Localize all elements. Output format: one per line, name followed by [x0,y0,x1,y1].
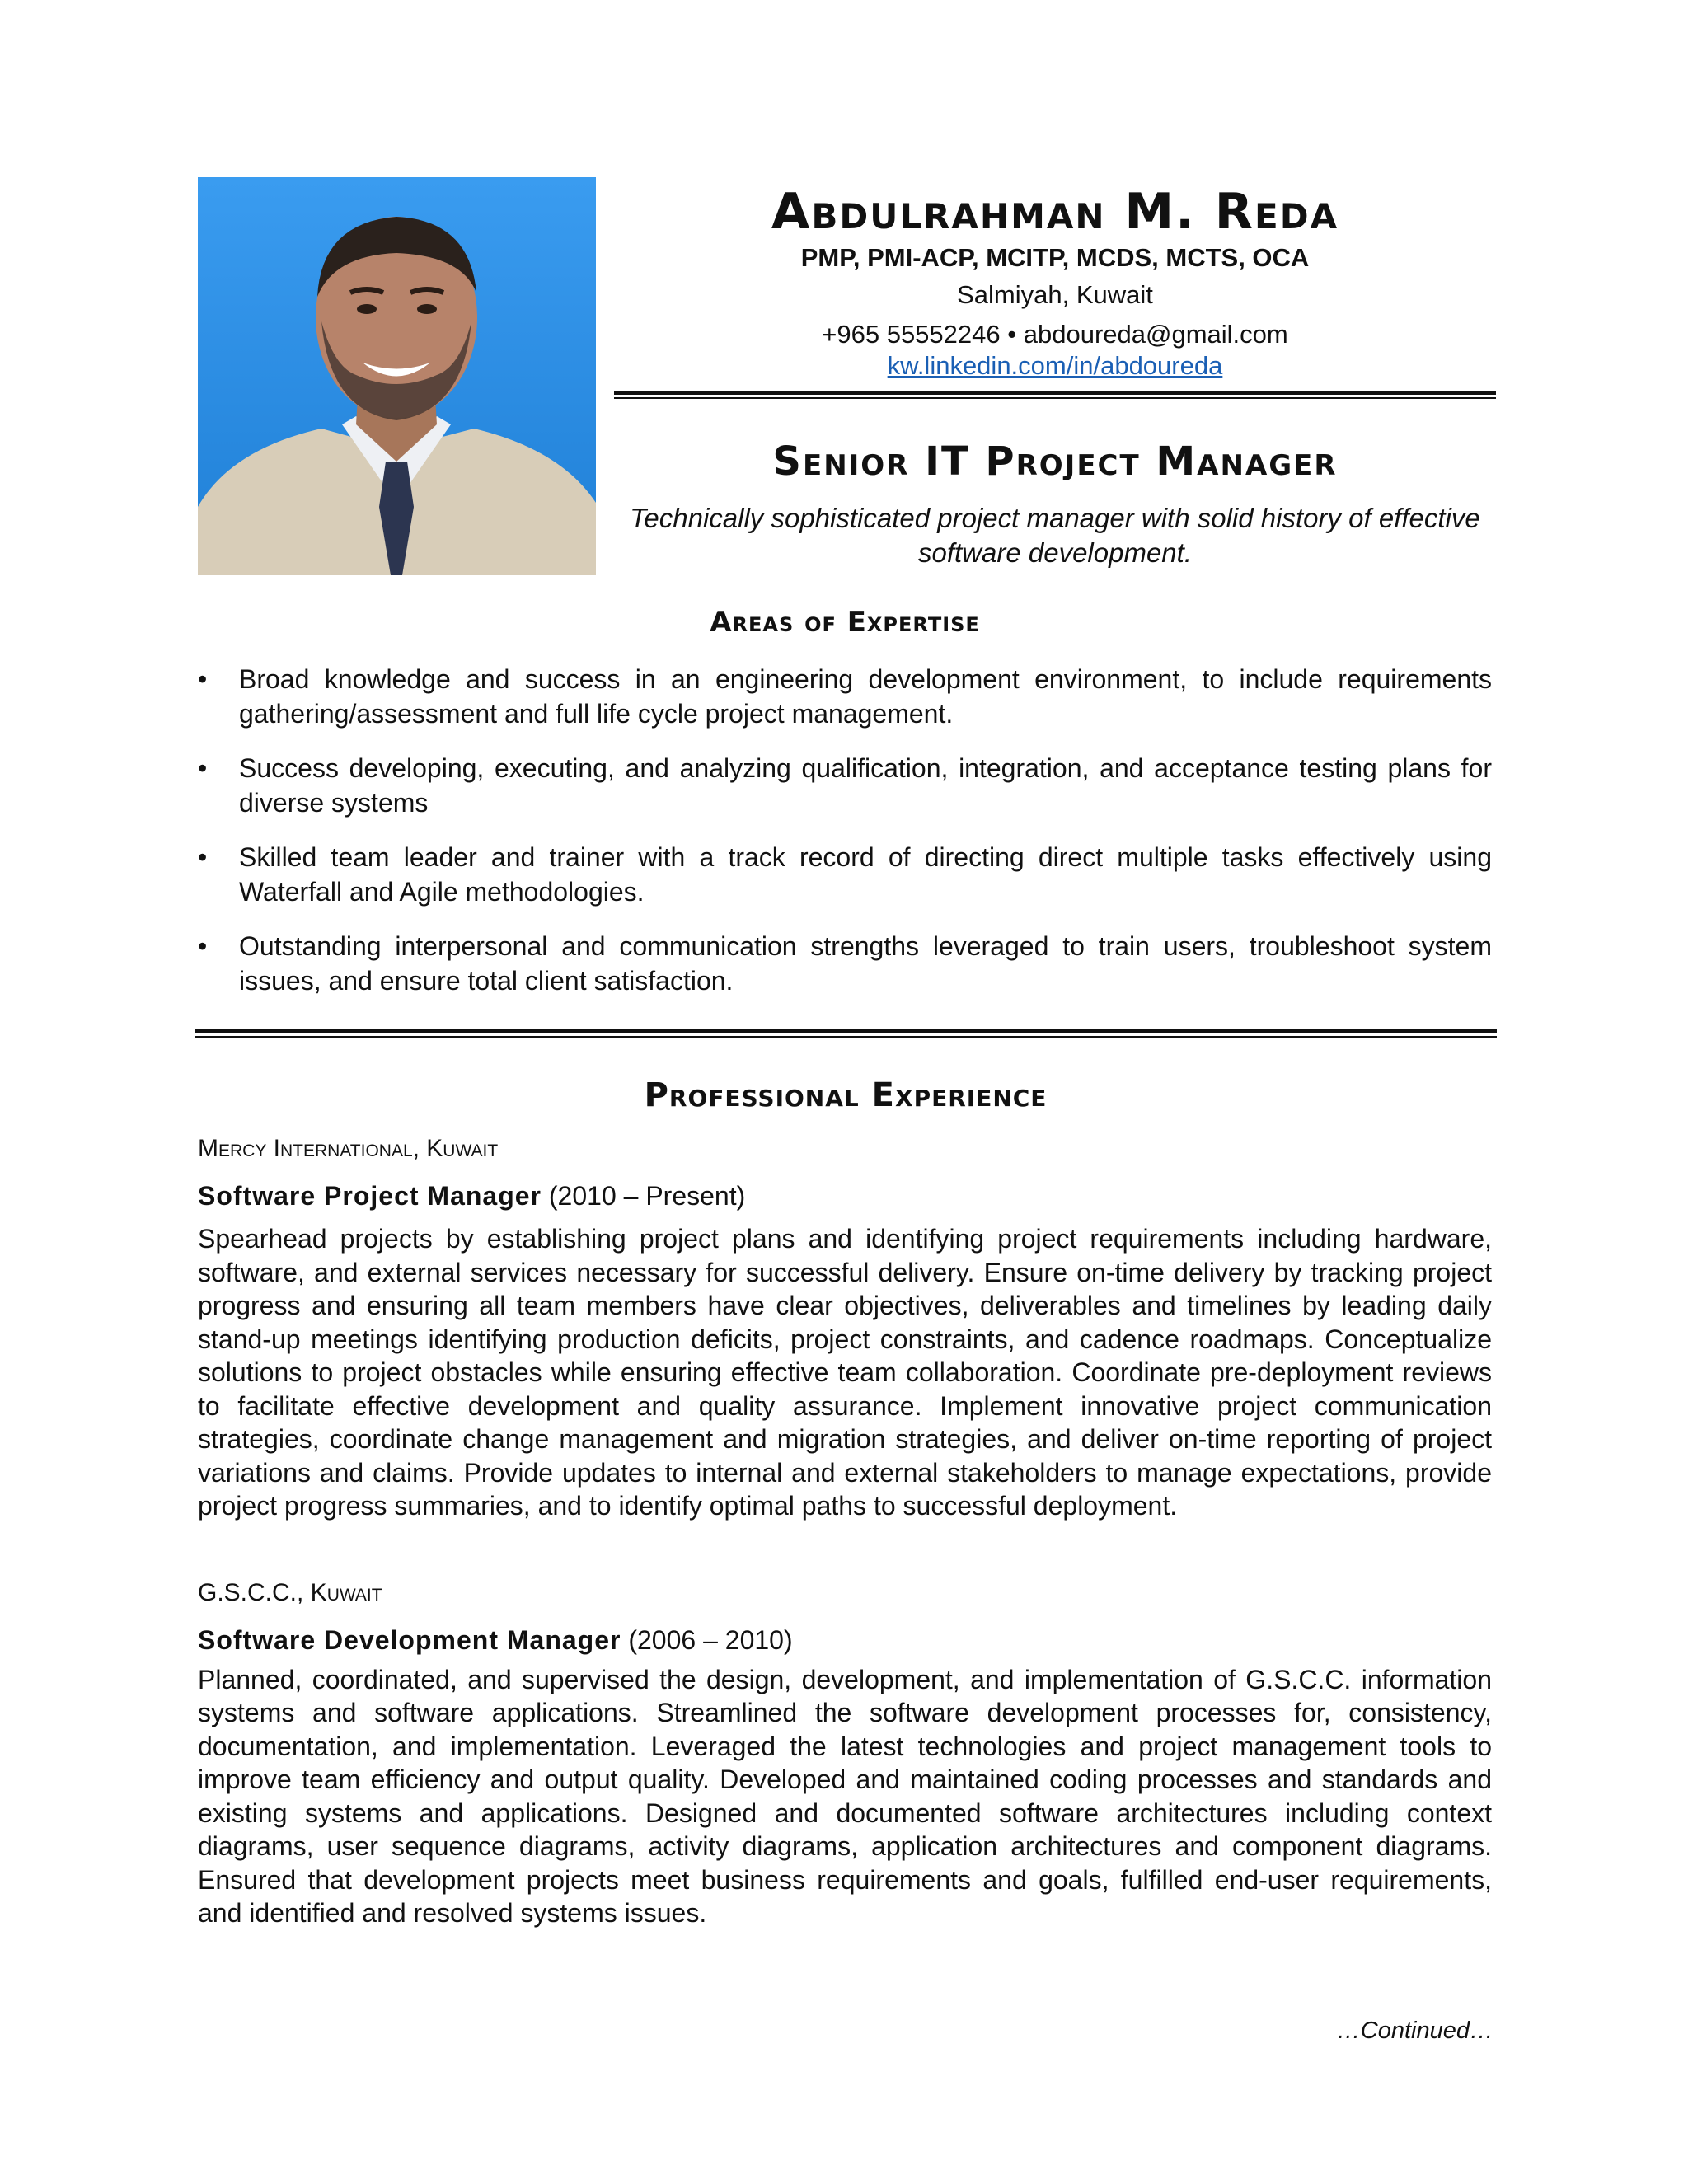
expertise-item-text: Skilled team leader and trainer with a track record of directing direct multiple tasks effectively using Waterfall and Agile methodologies. [239,842,1492,907]
role-line [198,1622,1492,1658]
list-item [198,751,1492,820]
expertise-item-text: Outstanding interpersonal and communication strengths leveraged to train users, troubleshoot system issues, and ensure total client satisfaction. [239,931,1492,996]
professional-experience-heading: Professional Experience [644,1076,1048,1114]
role-period: (2006 – 2010) [628,1624,793,1655]
tagline: Technically sophisticated project manager with solid history of effective software development. [630,503,1480,568]
areas-of-expertise-heading: Areas of Expertise [710,606,980,639]
role-period: (2010 – Present) [548,1181,746,1211]
location: Salmiyah, Kuwait [957,280,1153,309]
expertise-item-text: Broad knowledge and success in an engineering development environment, to include requirements gathering/assessment and full life cycle project management. [239,664,1492,729]
role-line [198,1178,1492,1214]
email-address[interactable]: abdoureda@gmail.com [1023,320,1288,349]
role-title: Software Development Manager [198,1624,621,1655]
list-item [198,929,1492,998]
phone-number: +965 55552246 [822,320,1001,349]
bullet-icon: • [198,931,208,961]
list-item [198,662,1492,731]
job-description: Spearhead projects by establishing project plans and identifying project requirements including hardware, software, and external services necessary for successful delivery. Ensure on-time delivery by tracking project progress and ensuring all team members have clear objectives, deliverables and timelines by leading daily stand-up meetings identifying production deficits, project constraints, and cadence roadmaps. Conceptualize solutions to project obstacles while ensuring effective team collaboration. Coordinate pre-deployment reviews to facilitate effective development and quality assurance. Implement innovative project communication strategies, coordinate change management and migration strategies, and deliver on-time reporting of project variations and claims. Provide updates to internal and external stakeholders to manage expectations, provide project progress summaries, and to identify optimal paths to successful deployment. [198,1224,1492,1521]
header [614,183,1496,381]
company-name: G.S.C.C., Kuwait [198,1578,382,1606]
candidate-name: Abdulrahman M. Reda [771,183,1339,241]
bullet-icon: • [198,753,208,783]
company-name: Mercy International, Kuwait [198,1135,499,1162]
experience-list [198,1132,1492,1930]
list-item [198,840,1492,909]
job-title: Senior IT Project Manager [772,438,1338,485]
header-divider [614,391,1496,399]
certifications: PMP, PMI-ACP, MCITP, MCDS, MCTS, OCA [800,243,1310,272]
bullet-icon: • [198,664,208,694]
linkedin-link[interactable]: kw.linkedin.com/in/abdoureda [887,351,1223,380]
role-title: Software Project Manager [198,1181,542,1211]
job-entry [198,1132,1492,1523]
contact-line [614,318,1496,351]
continued-note: …Continued… [1336,2018,1493,2044]
expertise-item-text: Success developing, executing, and analyzing qualification, integration, and acceptance testing plans for diverse systems [239,753,1492,818]
profile-photo [198,177,596,575]
job-description: Planned, coordinated, and supervised the design, development, and implementation of G.S.C.C. information systems and software applications. Streamlined the software development processes for, consistency, documentation, and implementation. Leveraged the latest technologies and project management tools to improve team efficiency and output quality. Developed and maintained coding processes and standards and existing systems and applications. Designed and documented software architectures including context diagrams, user sequence diagrams, activity diagrams, application architectures and component diagrams. Ensured that development projects meet business requirements and goals, fulfilled end-user requirements, and identified and resolved systems issues. [198,1664,1492,1928]
bullet-icon: • [198,842,208,872]
section-divider [195,1029,1497,1038]
separator-dot: • [1007,320,1017,349]
job-entry [198,1576,1492,1930]
title-block [614,435,1496,570]
expertise-list [198,662,1492,1018]
